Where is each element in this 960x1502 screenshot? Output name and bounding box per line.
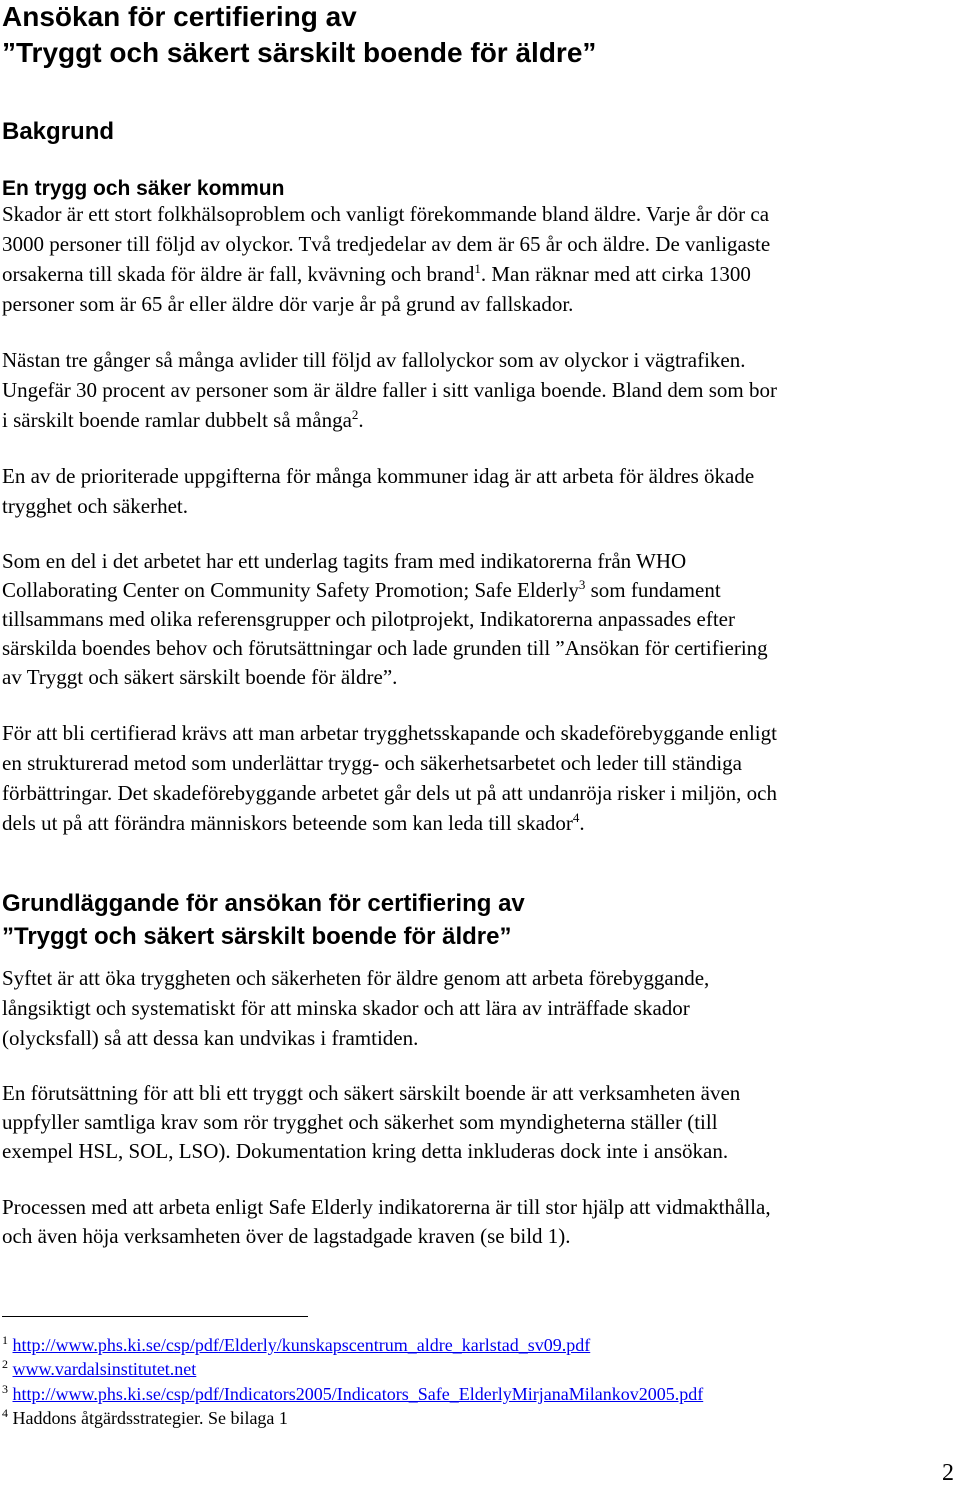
text-line: en strukturerad metod som underlättar trygg- och säkerhetsarbetet och leder till ständiga: [2, 751, 742, 775]
footnote-4: [2, 1406, 288, 1430]
text-line: långsiktigt och systematiskt för att minska skador och att lära av inträffade skador: [2, 996, 690, 1020]
text-line: och även höja verksamheten över de lagstadgade kraven (se bild 1).: [2, 1224, 571, 1248]
footnote-number: 3: [2, 1382, 8, 1396]
text-line: trygghet och säkerhet.: [2, 494, 189, 518]
text-line: Skador är ett stort folkhälsoproblem och vanligt förekommande bland äldre. Varje år dör ca: [2, 202, 770, 226]
text-line: Nästan tre gånger så många avlider till följd av fallolyckor som av olyckor i vägtrafiken.: [2, 348, 746, 372]
text-line: personer som är 65 år eller äldre dör varje år på grund av fallskador.: [2, 292, 574, 316]
text-segment: som fundament: [585, 578, 721, 602]
footnote-link-1[interactable]: http://www.phs.ki.se/csp/pdf/Elderly/kunskapscentrum_aldre_karlstad_sv09.pdf: [12, 1335, 591, 1355]
text-line: uppfyller samtliga krav som rör trygghet och säkerhet som myndigheterna ställer (till: [2, 1110, 718, 1134]
text-line: Syftet är att öka tryggheten och säkerheten för äldre genom att arbeta förebyggande,: [2, 966, 710, 990]
footnote-ref-4: 4: [572, 810, 580, 825]
text-segment: .: [579, 811, 585, 835]
footnote-2: [2, 1357, 196, 1381]
footnote-3: [2, 1382, 703, 1406]
text-segment: Collaborating Center on Community Safety Promotion; Safe Elderly: [2, 578, 579, 602]
text-segment: .: [358, 408, 364, 432]
footnote-divider: [2, 1316, 308, 1317]
page-title-line-1: Ansökan för certifiering av: [2, 1, 357, 32]
text-line: En förutsättning för att bli ett tryggt och säkert särskilt boende är att verksamheten även: [2, 1081, 741, 1105]
text-line: exempel HSL, SOL, LSO). Dokumentation kring detta inkluderas dock inte i ansökan.: [2, 1139, 729, 1163]
subheading-trygg-kommun: En trygg och säker kommun: [2, 177, 285, 200]
text-line: En av de prioriterade uppgifterna för många kommuner idag är att arbeta för äldres ökade: [2, 464, 755, 488]
footnote-ref-1: 1: [474, 261, 481, 276]
text-line: tillsammans med olika referensgrupper och pilotprojekt, Indikatorerna anpassades efter: [2, 607, 735, 631]
text-line: Processen med att arbeta enligt Safe Elderly indikatorerna är till stor hjälp att vidmakthålla,: [2, 1195, 771, 1219]
footnote-link-3[interactable]: http://www.phs.ki.se/csp/pdf/Indicators2005/Indicators_Safe_ElderlyMirjanaMilankov2005.pdf: [12, 1384, 704, 1404]
footnote-number: 2: [2, 1357, 8, 1371]
text-line: Ungefär 30 procent av personer som är äldre faller i sitt vanliga boende. Bland dem som bor: [2, 378, 778, 402]
text-segment: dels ut på att förändra människors beteende som kan leda till skador: [2, 811, 573, 835]
text-segment: . Man räknar med att cirka 1300: [480, 262, 751, 286]
text-line: av Tryggt och säkert särskilt boende för äldre”.: [2, 665, 398, 689]
footnote-number: 4: [2, 1406, 8, 1420]
text-line: [2, 809, 585, 839]
section-heading-grundlaggande-1: Grundläggande för ansökan för certifiering av: [2, 890, 525, 917]
footnote-link-2[interactable]: www.vardalsinstitutet.net: [12, 1359, 197, 1379]
text-line: [2, 406, 364, 436]
footnote-text-4: Haddons åtgärdsstrategier. Se bilaga 1: [12, 1408, 288, 1428]
text-line: [2, 576, 721, 606]
page-title-line-2: ”Tryggt och säkert särskilt boende för äldre”: [2, 37, 597, 68]
text-line: [2, 260, 751, 290]
section-heading-bakgrund: Bakgrund: [2, 118, 115, 145]
text-segment: i särskilt boende ramlar dubbelt så många: [2, 408, 352, 432]
text-line: Som en del i det arbetet har ett underlag tagits fram med indikatorerna från WHO: [2, 549, 687, 573]
text-line: För att bli certifierad krävs att man arbetar trygghetsskapande och skadeförebyggande enligt: [2, 721, 777, 745]
text-line: 3000 personer till följd av olyckor. Två tredjedelar av dem är 65 år och äldre. De vanligaste: [2, 232, 771, 256]
footnote-number: 1: [2, 1333, 8, 1347]
text-line: särskilda boendes behov och förutsättningar och lade grunden till ”Ansökan för certifiering: [2, 636, 768, 660]
page-number: 2: [942, 1460, 954, 1486]
text-line: förbättringar. Det skadeförebyggande arbetet går dels ut på att undanröja risker i miljön, och: [2, 781, 777, 805]
footnote-ref-3: 3: [578, 577, 586, 592]
footnote-1: [2, 1333, 590, 1357]
text-segment: orsakerna till skada för äldre är fall, kvävning och brand: [2, 262, 475, 286]
text-line: (olycksfall) så att dessa kan undvikas i framtiden.: [2, 1026, 419, 1050]
section-heading-grundlaggande-2: ”Tryggt och säkert särskilt boende för äldre”: [2, 923, 512, 950]
footnote-ref-2: 2: [351, 407, 359, 422]
